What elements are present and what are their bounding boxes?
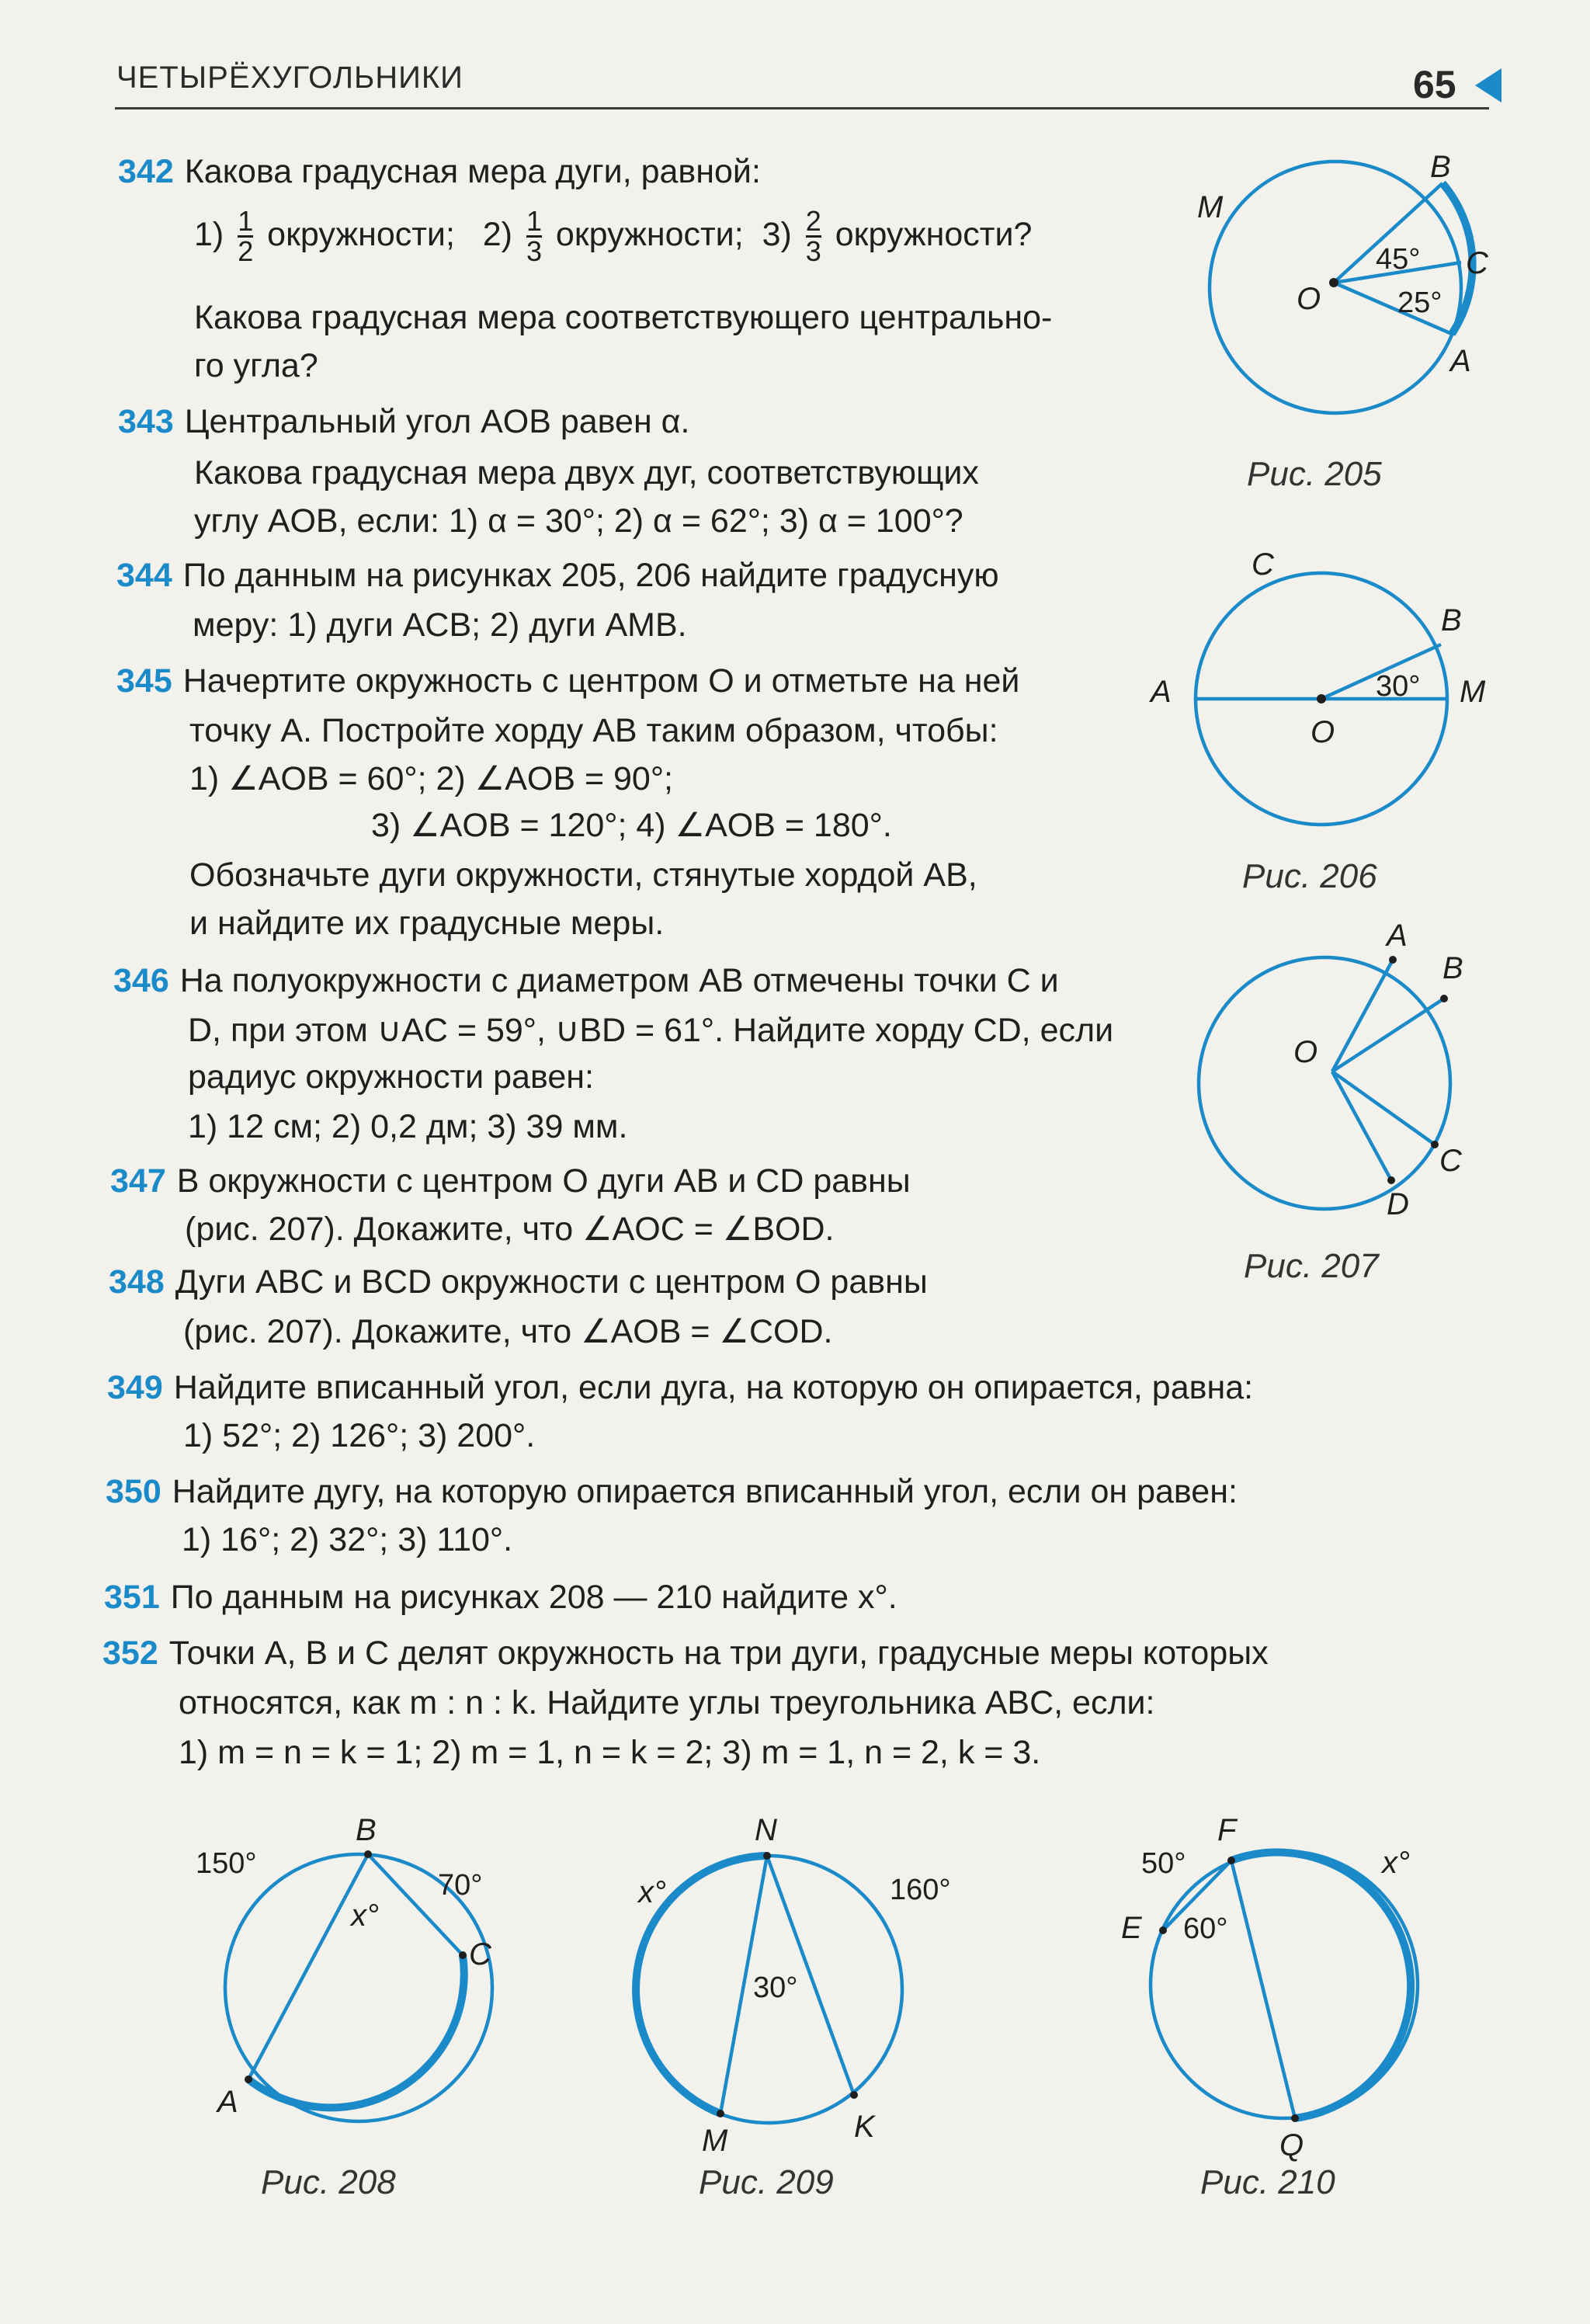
fraction-two-thirds: $\frac{2}{3}$ <box>805 205 821 268</box>
label-m: M <box>1197 190 1224 224</box>
item-text: окружности; <box>267 216 455 253</box>
header-divider <box>115 107 1489 109</box>
problem-text: Какова градусная мера соответствующего центрально- <box>194 299 1053 336</box>
point-q <box>1291 2114 1299 2122</box>
problem-text: Начертите окружность с центром O и отметьте на ней <box>182 662 1020 700</box>
problem-343 <box>118 398 689 446</box>
point-k <box>850 2091 858 2099</box>
angle-45: 45° <box>1376 243 1421 276</box>
item-text: окружности? <box>835 216 1033 253</box>
fraction-one-half: $\frac{1}{2}$ <box>238 205 254 268</box>
figure-205-caption: Рис. 205 <box>1247 455 1382 493</box>
point-c <box>459 1951 467 1959</box>
item-text: окружности; <box>555 216 744 253</box>
problem-text: В окружности с центром O дуги AB и CD равны <box>176 1162 911 1200</box>
label-b: B <box>1441 603 1462 637</box>
problem-text: (рис. 207). Докажите, что ∠AOC = ∠BOD. <box>185 1211 835 1248</box>
problem-number: 352 <box>102 1634 158 1672</box>
problem-number: 342 <box>118 153 174 190</box>
arc-label-160: 160° <box>890 1874 951 1906</box>
label-m: M <box>702 2124 728 2158</box>
problem-text: меру: 1) дуги ACB; 2) дуги AMB. <box>193 606 687 644</box>
radius-oc <box>1332 1072 1435 1145</box>
problem-text: 1) ∠AOB = 60°; 2) ∠AOB = 90°; <box>189 760 673 797</box>
problem-number: 344 <box>116 557 172 594</box>
point-a <box>1389 956 1397 964</box>
problem-text: По данным на рисунках 208 — 210 найдите x°. <box>170 1579 897 1616</box>
fraction-one-third: $\frac{1}{3}$ <box>526 205 542 268</box>
problem-346 <box>113 957 1059 1005</box>
label-k: K <box>854 2110 875 2144</box>
problem-text: Найдите вписанный угол, если дуга, на которую он опирается, равна: <box>173 1369 1254 1406</box>
problem-text: 1) 52°; 2) 126°; 3) 200°. <box>183 1417 536 1454</box>
problem-number: 350 <box>106 1473 161 1510</box>
circle <box>1199 957 1450 1209</box>
arc-label-70: 70° <box>438 1869 483 1902</box>
problem-350 <box>106 1468 1238 1516</box>
arc-x: x° <box>1382 1846 1410 1880</box>
radius-od <box>1332 1072 1391 1180</box>
arc-fq <box>1231 1853 1411 2118</box>
point-b <box>364 1850 372 1858</box>
problem-text: 1) 16°; 2) 32°; 3) 110°. <box>182 1521 513 1558</box>
angle-30: 30° <box>753 1971 798 2004</box>
chord-fq <box>1231 1860 1295 2118</box>
figure-207-caption: Рис. 207 <box>1244 1247 1379 1285</box>
angle-25: 25° <box>1397 287 1442 319</box>
problem-number: 346 <box>113 962 169 999</box>
problem-text: относятся, как m : n : k. Найдите углы треугольника ABC, если: <box>179 1684 1155 1721</box>
point-d <box>1387 1176 1395 1184</box>
point-e <box>1159 1926 1167 1934</box>
problem-342 <box>118 148 761 196</box>
problem-342-fractions <box>194 203 1032 266</box>
arc-label-150: 150° <box>196 1847 257 1880</box>
label-m: M <box>1460 675 1486 709</box>
section-title: ЧЕТЫРЁХУГОЛЬНИКИ <box>116 61 463 95</box>
radius-ob <box>1332 999 1444 1072</box>
problem-text: По данным на рисунках 205, 206 найдите градусную <box>182 557 999 594</box>
problem-number: 351 <box>104 1579 160 1616</box>
item-label: 2) <box>482 216 512 253</box>
label-b: B <box>356 1813 377 1847</box>
problem-text: Найдите дугу, на которую опирается вписанный угол, если он равен: <box>172 1473 1238 1510</box>
problem-348 <box>109 1258 928 1306</box>
problem-number: 349 <box>107 1369 163 1406</box>
label-n: N <box>755 1813 777 1847</box>
label-o: O <box>1311 715 1335 749</box>
point-f <box>1227 1857 1235 1864</box>
problem-344 <box>116 551 999 599</box>
figure-206-caption: Рис. 206 <box>1242 857 1377 895</box>
figure-208 <box>179 1809 551 2166</box>
arc-x: x° <box>638 1875 666 1909</box>
problem-347 <box>110 1157 911 1205</box>
problem-text: 1) 12 см; 2) 0,2 дм; 3) 39 мм. <box>188 1108 628 1145</box>
label-o: O <box>1293 1035 1318 1069</box>
label-c: C <box>1252 547 1274 582</box>
angle-x: x° <box>351 1898 379 1933</box>
problem-text: Центральный угол AOB равен α. <box>184 403 690 440</box>
point-a <box>245 2076 252 2083</box>
problem-345 <box>116 657 1019 705</box>
point-m <box>717 2110 724 2117</box>
angle-60: 60° <box>1183 1912 1228 1945</box>
label-a: A <box>1151 675 1172 709</box>
center-point <box>1317 694 1326 703</box>
label-e: E <box>1121 1911 1142 1945</box>
item-label: 3) <box>762 216 792 253</box>
problem-number: 345 <box>116 662 172 700</box>
angle-30: 30° <box>1376 670 1421 703</box>
figure-210-caption: Рис. 210 <box>1200 2163 1335 2201</box>
label-c: C <box>1439 1144 1462 1178</box>
problem-351 <box>104 1573 897 1621</box>
label-c: C <box>469 1937 491 1971</box>
point-n <box>763 1852 771 1860</box>
label-o: O <box>1297 282 1321 316</box>
label-a: A <box>217 2085 238 2119</box>
chord-ba <box>248 1854 368 2079</box>
problem-text: го угла? <box>194 347 318 384</box>
problem-text: Обозначьте дуги окружности, стянутые хордой AB, <box>189 856 977 894</box>
problem-352 <box>102 1629 1269 1677</box>
problem-text: 1) m = n = k = 1; 2) m = 1, n = k = 2; 3) m = 1, n = 2, k = 3. <box>179 1734 1041 1771</box>
problem-text: точку A. Постройте хорду AB таким образом, чтобы: <box>189 712 998 749</box>
problem-text: Какова градусная мера двух дуг, соответствующих <box>194 454 979 492</box>
label-b: B <box>1442 951 1463 985</box>
problem-text: Точки A, B и C делят окружность на три дуги, градусные меры которых <box>168 1634 1269 1672</box>
label-d: D <box>1387 1187 1409 1221</box>
problem-text: радиус окружности равен: <box>188 1058 594 1096</box>
point-c <box>1431 1141 1439 1148</box>
problem-text: D, при этом ∪AC = 59°, ∪BD = 61°. Найдите хорду CD, если <box>188 1012 1114 1049</box>
radius-oa <box>1332 960 1393 1072</box>
problem-text: (рис. 207). Докажите, что ∠AOB = ∠COD. <box>183 1313 833 1350</box>
problem-text: Какова градусная мера дуги, равной: <box>184 153 761 190</box>
problem-text: и найдите их градусные меры. <box>189 905 665 942</box>
problem-text: Дуги ABC и BCD окружности с центром O равны <box>175 1263 928 1301</box>
label-q: Q <box>1279 2128 1304 2162</box>
problem-text: 3) ∠AOB = 120°; 4) ∠AOB = 180°. <box>371 807 892 844</box>
problem-text: На полуокружности с диаметром AB отмечены точки C и <box>179 962 1059 999</box>
arc-label-50: 50° <box>1141 1847 1186 1880</box>
figure-205 <box>1165 140 1491 466</box>
item-label: 1) <box>194 216 224 253</box>
arc-ca <box>248 1955 464 2107</box>
figure-209 <box>621 1809 994 2166</box>
figure-209-caption: Рис. 209 <box>699 2163 834 2201</box>
figure-208-caption: Рис. 208 <box>261 2163 396 2201</box>
problem-text: углу AOB, если: 1) α = 30°; 2) α = 62°; 3) α = 100°? <box>194 502 963 540</box>
problem-number: 348 <box>109 1263 165 1301</box>
point-b <box>1440 995 1448 1002</box>
figure-210 <box>1118 1809 1491 2166</box>
page-number: 65 <box>1413 63 1456 106</box>
page-arrow-icon <box>1475 68 1501 102</box>
center-point <box>1329 278 1338 287</box>
label-f: F <box>1217 1813 1237 1847</box>
figure-207 <box>1165 916 1491 1242</box>
label-a: A <box>1387 919 1408 953</box>
label-c: C <box>1466 246 1488 280</box>
problem-349 <box>107 1363 1253 1412</box>
label-a: A <box>1450 344 1471 378</box>
problem-number: 347 <box>110 1162 166 1200</box>
figure-206 <box>1133 544 1491 854</box>
problem-number: 343 <box>118 403 174 440</box>
label-b: B <box>1430 150 1451 184</box>
